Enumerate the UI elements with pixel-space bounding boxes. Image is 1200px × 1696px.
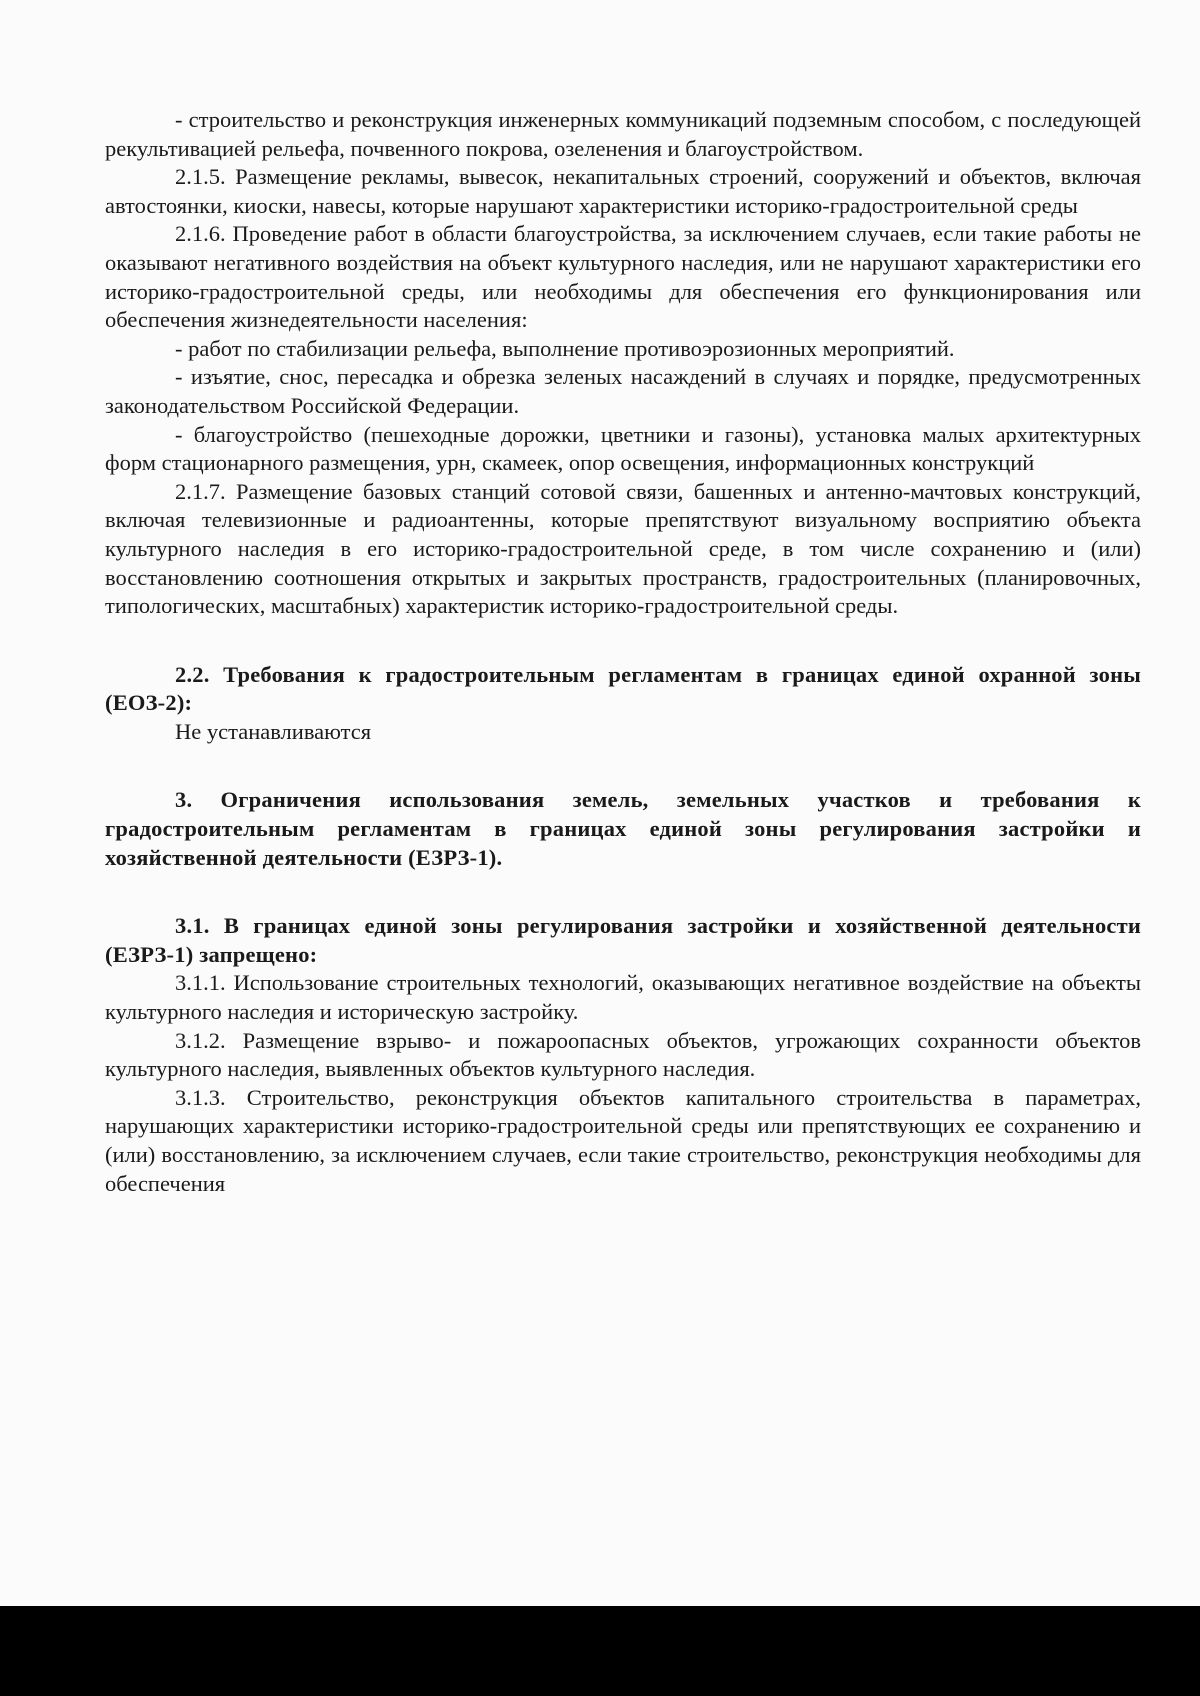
paragraph: 3.1.3. Строительство, реконструкция объектов капитального строительства в параметрах, нарушающих характеристики историко-градостроительной среды или препятствующих ее сохранению и (или) восстановлению, за исключением случаев, если такие строительство, реконструкция необходимы для обеспечения — [105, 1084, 1141, 1196]
spacer — [105, 872, 1141, 912]
paragraph: 2.1.6. Проведение работ в области благоустройства, за исключением случаев, если такие работы не оказывают негативного воздействия на объект культурного наследия, или не нарушают характеристики его историко-градостроительной среды, или необходимы для обеспечения его функционирования или обеспечения жизнедеятельности населения: — [105, 221, 1141, 333]
paragraph: - работ по стабилизации рельефа, выполнение противоэрозионных мероприятий. — [175, 335, 955, 361]
paragraph: 3.1.2. Размещение взрыво- и пожароопасных объектов, угрожающих сохранности объектов культурного наследия, выявленных объектов культурного наследия. — [105, 1027, 1141, 1082]
paragraph: 2.1.5. Размещение рекламы, вывесок, некапитальных строений, сооружений и объектов, включая автостоянки, киоски, навесы, которые нарушают характеристики историко-градостроительной среды — [105, 164, 1141, 218]
paragraph: - изъятие, снос, пересадка и обрезка зеленых насаждений в случаях и порядке, предусмотренных законодательством Российской Федерации. — [105, 364, 1141, 418]
section-heading-2-2: 2.2. Требования к градостроительным регламентам в границах единой охранной зоны (ЕОЗ-2): — [105, 661, 1141, 716]
document-body — [105, 106, 1141, 1198]
section-heading-3: 3. Ограничения использования земель, земельных участков и требования к градостроительным регламентам в границах единой зоны регулирования застройки и хозяйственной деятельности (ЕЗРЗ-1). — [105, 787, 1141, 870]
paragraph: Не устанавливаются — [175, 718, 372, 744]
spacer — [105, 621, 1141, 661]
paragraph: - благоустройство (пешеходные дорожки, цветники и газоны), установка малых архитектурных форм стационарного размещения, урн, скамеек, опор освещения, информационных конструкций — [105, 421, 1141, 476]
paragraph: - строительство и реконструкция инженерных коммуникаций подземным способом, с последующей рекультивацией рельефа, почвенного покрова, озеленения и благоустройством. — [105, 107, 1141, 161]
spacer — [105, 746, 1141, 786]
paragraph: 3.1.1. Использование строительных технологий, оказывающих негативное воздействие на объекты культурного наследия и историческую застройку. — [105, 970, 1141, 1025]
paragraph: 2.1.7. Размещение базовых станций сотовой связи, башенных и антенно-мачтовых конструкций, включая телевизионные и радиоантенны, которые препятствуют визуальному восприятию объекта культурного наследия в его историко-градостроительной среде, в том числе сохранению и (или) восстановлению соотношения открытых и закрытых пространств, градостроительных (планировочных, типологических, масштабных) характеристик историко-градостроительной среды. — [105, 478, 1141, 619]
scan-bottom-border — [0, 1606, 1200, 1696]
section-heading-3-1: 3.1. В границах единой зоны регулирования застройки и хозяйственной деятельности (ЕЗРЗ-1) запрещено: — [105, 913, 1141, 967]
